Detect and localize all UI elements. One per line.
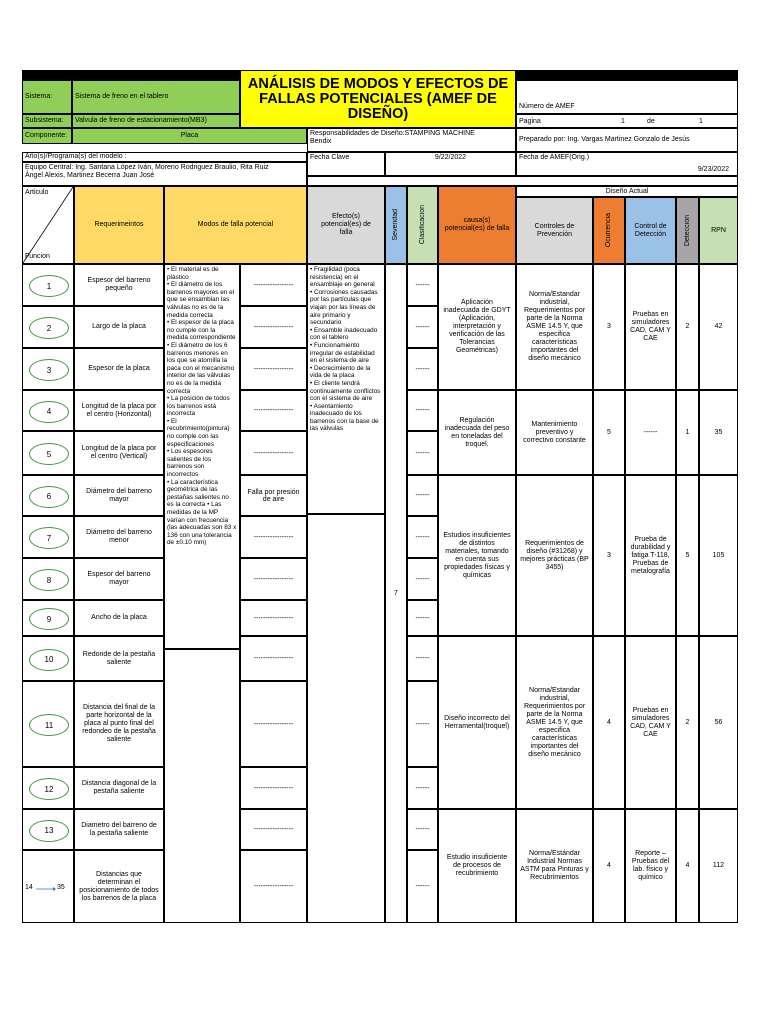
dash-text: ----------------- bbox=[253, 365, 294, 373]
requerimiento-cell: Longitud de la placa por el centro (Vertical) bbox=[74, 431, 164, 475]
requerimientos-header: Requerimeintos bbox=[74, 186, 164, 264]
function-number-circle: 6 bbox=[29, 486, 69, 508]
equipo-central bbox=[22, 162, 307, 186]
clasificacion-cell: ------ bbox=[407, 475, 438, 516]
pagina-row bbox=[516, 114, 738, 128]
control-deteccion-cell: Prueba de durabilidad y fatiga T-118, Pruebas de metalografía bbox=[625, 475, 676, 636]
funcion-cell bbox=[22, 306, 74, 348]
funcion-label: Funcion bbox=[25, 253, 50, 260]
funcion-cell bbox=[22, 850, 74, 923]
modo-item: • El material es de plástico bbox=[167, 266, 219, 281]
requerimiento-cell: Longitud de la placa por el centro (Horizontal) bbox=[74, 390, 164, 431]
efectos-empty bbox=[307, 514, 385, 923]
dash-text: ----------------- bbox=[253, 407, 294, 414]
deteccion-label: Detección bbox=[683, 214, 691, 247]
modos-list bbox=[164, 264, 240, 649]
severidad-value: 7 bbox=[385, 264, 407, 923]
dash-text: ----------------- bbox=[253, 655, 294, 662]
function-number-circle: 8 bbox=[29, 569, 69, 591]
funcion-number-end: 35 bbox=[57, 883, 65, 891]
function-number-circle: 11 bbox=[29, 714, 69, 736]
function-number-circle: 2 bbox=[29, 317, 69, 339]
title-line-2: FALLAS POTENCIALES (AMEF DE bbox=[259, 90, 497, 107]
fecha-amef bbox=[516, 152, 738, 176]
control-deteccion-cell: Pruebas en simuladores CAD, CAM Y CAE bbox=[625, 636, 676, 809]
diseno-actual-header: Diseño Actual bbox=[516, 186, 738, 197]
funcion-cell bbox=[22, 348, 74, 390]
efecto-item: • Corrosiones causadas por las partículas que viajan por las líneas de aire primario y secundario bbox=[310, 288, 378, 327]
pagina-de: de bbox=[647, 118, 655, 125]
dash-text: ----------------- bbox=[253, 575, 294, 583]
severidad-header bbox=[385, 186, 407, 264]
ocurrencia-header bbox=[593, 197, 625, 264]
requerimiento-cell: Espesor de la placa bbox=[74, 348, 164, 390]
articulo-funcion-header bbox=[22, 186, 74, 264]
rpn-header: RPN bbox=[699, 197, 738, 264]
clasificacion-cell: ------ bbox=[407, 681, 438, 767]
causa-cell: Aplicación inadecuada de GDYT (Aplicación, interpretación y verificación de las Tolerancias Geométricas) bbox=[438, 264, 516, 390]
dash-text: ----------------- bbox=[253, 883, 294, 890]
clasificacion-label: Clasificacion bbox=[418, 205, 426, 245]
sistema-value: Sistema de freno en el tablero bbox=[72, 80, 240, 114]
deteccion-header bbox=[676, 197, 699, 264]
componente-value: Placa bbox=[72, 128, 307, 144]
falla-dash-cell bbox=[240, 600, 307, 636]
deteccion-cell: 5 bbox=[676, 475, 699, 636]
ocurrencia-cell: 3 bbox=[593, 264, 625, 390]
efecto-item: • Ensamble inadecuado con el tablero bbox=[310, 326, 378, 342]
rpn-cell: 42 bbox=[699, 264, 738, 390]
efecto-item: • Decrecimiento de la vida de la placa bbox=[310, 364, 371, 380]
function-number-circle: 3 bbox=[29, 359, 69, 381]
falla-presion-text: Falla por presión de aire bbox=[247, 488, 300, 503]
responsabilidades-line-2: Bendix bbox=[310, 138, 332, 145]
falla-dash-cell bbox=[240, 516, 307, 558]
equipo-line-2: Ángel Alexis, Martinez Becerra Juan José bbox=[25, 172, 155, 179]
diagonal-line bbox=[23, 187, 73, 263]
funcion-cell bbox=[22, 264, 74, 306]
function-number-circle: 5 bbox=[29, 443, 69, 465]
title-line-1: ANÁLISIS DE MODOS Y EFECTOS DE bbox=[247, 75, 509, 92]
funcion-cell bbox=[22, 767, 74, 809]
dash-text: ----------------- bbox=[253, 449, 294, 457]
equipo-line-1: Equipo Central: Ing. Santana López Iván, Moreno Rodriguez Braulio, Rita Ruiz bbox=[25, 164, 269, 171]
falla-dash-cell bbox=[240, 264, 307, 306]
deteccion-cell: 2 bbox=[676, 636, 699, 809]
title-line-3: DISEÑO) bbox=[347, 105, 409, 122]
causas-header: causa(s) potencial(es) de falla bbox=[438, 186, 516, 264]
funcion-cell bbox=[22, 809, 74, 850]
modos-header: Modos de falla potencial bbox=[164, 186, 307, 264]
header-spacer bbox=[307, 176, 738, 186]
anio-programa: Año(s)/Programa(s) del modelo : bbox=[22, 152, 307, 162]
subsistema-value: Valvula de freno de estacionamiento(MB3) bbox=[72, 114, 240, 128]
ocurrencia-label: Ocurrencia bbox=[605, 213, 612, 248]
funcion-cell bbox=[22, 681, 74, 767]
clasificacion-cell: ------ bbox=[407, 264, 438, 306]
falla-dash-cell bbox=[240, 767, 307, 809]
dash-text: ----------------- bbox=[253, 533, 294, 541]
responsabilidades bbox=[307, 128, 516, 152]
amef-sheet bbox=[22, 70, 738, 923]
falla-dash-cell bbox=[240, 475, 307, 516]
falla-dash-cell bbox=[240, 809, 307, 850]
falla-dash-cell bbox=[240, 681, 307, 767]
responsabilidades-line-1: Responsabilidades de Diseño:STAMPING MACHINE bbox=[310, 130, 475, 137]
modo-item: • La posición de todos los barrenos está incorrecta bbox=[167, 395, 230, 418]
requerimiento-cell: Distancia diagonal de la pestaña saliente bbox=[74, 767, 164, 809]
falla-dash-cell bbox=[240, 431, 307, 475]
modo-item: • El diámetro de los 6 barrenos menores en los que se atornilla la paca con el mecanismo interior de las válvulas no es de la medida correcta bbox=[167, 341, 235, 395]
page-title bbox=[240, 70, 516, 128]
causa-cell: Diseño incorrecto del Herramental(troquel) bbox=[438, 636, 516, 809]
function-number-circle: 12 bbox=[29, 778, 69, 800]
requerimiento-cell: Diámetro del barreno menor bbox=[74, 516, 164, 558]
clasificacion-cell: ------ bbox=[407, 809, 438, 850]
rpn-cell: 105 bbox=[699, 475, 738, 636]
causa-cell: Estudio insuficiente de procesos de recubrimiento bbox=[438, 809, 516, 923]
deteccion-cell: 1 bbox=[676, 390, 699, 475]
modo-item: • El recubrimiento(pintura) no cumple con las especificaciones bbox=[167, 417, 230, 448]
requerimiento-cell: Redonde de la pestaña saliente bbox=[74, 636, 164, 681]
ocurrencia-cell: 4 bbox=[593, 636, 625, 809]
causa-cell: Regulación inadecuada del peso en toneladas del troquel. bbox=[438, 390, 516, 475]
funcion-cell bbox=[22, 516, 74, 558]
funcion-cell bbox=[22, 636, 74, 681]
prevencion-cell: Norma/Estandar industrial, Requerimientos por parte de la Norma ASME 14.5 Y, que especifica características importantes del diseño mecánico bbox=[516, 264, 593, 390]
falla-dash-cell bbox=[240, 390, 307, 431]
falla-dash-cell bbox=[240, 306, 307, 348]
clasificacion-cell: ------ bbox=[407, 516, 438, 558]
requerimiento-cell: Espesor del barreno pequeño bbox=[74, 264, 164, 306]
pagina-num: 1 bbox=[621, 118, 625, 125]
funcion-cell bbox=[22, 558, 74, 600]
prevencion-cell: Mantenimiento preventivo y correctivo constante bbox=[516, 390, 593, 475]
componente-label: Componente: bbox=[22, 128, 72, 144]
clasificacion-cell: ------ bbox=[407, 431, 438, 475]
ocurrencia-cell: 3 bbox=[593, 475, 625, 636]
falla-dash-cell bbox=[240, 558, 307, 600]
rpn-cell: 56 bbox=[699, 636, 738, 809]
requerimiento-cell: Ancho de la placa bbox=[74, 600, 164, 636]
clasificacion-cell: ------ bbox=[407, 348, 438, 390]
requerimiento-cell: Distancia del final de la parte horizontal de la placa al punto final del redondeo de la pestaña saliente bbox=[74, 681, 164, 767]
deteccion-cell: 2 bbox=[676, 264, 699, 390]
deteccion-cell: 4 bbox=[676, 809, 699, 923]
requerimiento-cell: Largo de la placa bbox=[74, 306, 164, 348]
modo-item: • Los espesores salientes de los barrenos son incorrectos bbox=[167, 448, 213, 479]
function-number-circle: 13 bbox=[29, 820, 69, 842]
articulo-label: Articulo bbox=[25, 189, 49, 196]
funcion-number: 14 bbox=[25, 883, 33, 891]
funcion-cell bbox=[22, 600, 74, 636]
dash-text: ----------------- bbox=[253, 720, 294, 728]
prevencion-cell: Norma/Estandar industrial, Requerimientos por parte de la Norma ASME 14.5 Y, que especifica características importantes del diseño mecánico bbox=[516, 636, 593, 809]
control-deteccion-cell: Reporte – Pruebas del lab. físico y químico bbox=[625, 809, 676, 923]
rpn-cell: 112 bbox=[699, 809, 738, 923]
function-number-circle: 4 bbox=[29, 401, 69, 423]
numero-amef: Número de AMEF bbox=[516, 80, 738, 114]
arrow-right-icon bbox=[36, 885, 56, 893]
falla-dash-cell bbox=[240, 850, 307, 923]
rpn-cell: 35 bbox=[699, 390, 738, 475]
clasificacion-header bbox=[407, 186, 438, 264]
clasificacion-cell: ------ bbox=[407, 390, 438, 431]
sistema-label: Sistema: bbox=[22, 80, 72, 114]
ocurrencia-cell: 5 bbox=[593, 390, 625, 475]
modo-item: • La característica geométrica de las pestañas salientes no es la correcta • Las medidas de la MP varían con frecuencia (las adecuadas son 83 x 136 con una tolerancia de ±0.10 mm) bbox=[167, 478, 237, 547]
fecha-amef-value: 9/23/2022 bbox=[697, 166, 729, 173]
funcion-cell bbox=[22, 390, 74, 431]
clasificacion-cell: ------ bbox=[407, 636, 438, 681]
fecha-clave-value: 9/22/2022 bbox=[385, 152, 516, 176]
clasificacion-cell: ------ bbox=[407, 558, 438, 600]
dash-text: ----------------- bbox=[253, 614, 294, 622]
function-number-circle: 1 bbox=[29, 275, 69, 297]
efecto-item: • Funcionamiento irregular de estabilidad en el sistema de aire bbox=[310, 341, 375, 365]
falla-dash-cell bbox=[240, 636, 307, 681]
clasificacion-cell: ------ bbox=[407, 850, 438, 923]
efectos-header: Efecto(s) potencial(es) de falla bbox=[307, 186, 385, 264]
clasificacion-cell: ------ bbox=[407, 767, 438, 809]
prevencion-header: Controles de Prevención bbox=[516, 197, 593, 264]
causa-cell: Estudios insuficientes de distintos materiales, tomando en cuenta sus propiedades físicas y químicas bbox=[438, 475, 516, 636]
dash-text: ----------------- bbox=[253, 323, 294, 331]
dash-text: ----------------- bbox=[253, 784, 294, 792]
modo-item: • El diámetro de los barrenos mayores en el que se ensamblan las válvulas no es de la medida correcta bbox=[167, 281, 235, 319]
function-number-circle: 7 bbox=[29, 527, 69, 549]
funcion-cell bbox=[22, 431, 74, 475]
falla-dash-cell bbox=[240, 348, 307, 390]
requerimiento-cell: Distancias que determinan el posicionamiento de todos los barrenos de la placa bbox=[74, 850, 164, 923]
control-deteccion-cell: ------ bbox=[625, 390, 676, 475]
function-number-circle: 9 bbox=[29, 608, 69, 630]
efecto-item: • Asentamiento inadecuado de los barrenos con la base de las válvulas bbox=[310, 402, 379, 433]
dash-text: ----------------- bbox=[253, 826, 294, 833]
efecto-item: • El cliente tendrá continuamente conflictos con el sistema de aire bbox=[310, 379, 381, 403]
preparado-por: Preparado por: Ing. Vargas Martinez Gonzalo de Jesús bbox=[516, 128, 738, 152]
fecha-amef-label: Fecha de AMEF(Orig.) bbox=[519, 154, 590, 161]
modo-item: • El espesor de la placa no cumple con la medida correspondiente bbox=[167, 319, 236, 342]
modos-list-empty bbox=[164, 649, 240, 923]
requerimiento-cell: Diametro del barreno de la pestaña saliente bbox=[74, 809, 164, 850]
requerimiento-cell: Diámetro del barreno mayor bbox=[74, 475, 164, 516]
subsistema-label: Subsistema: bbox=[22, 114, 72, 128]
prevencion-cell: Requerimientos de diseño (#31268) y mejores prácticas (BP 3455) bbox=[516, 475, 593, 636]
funcion-cell bbox=[22, 475, 74, 516]
efectos-list bbox=[307, 264, 385, 514]
clasificacion-cell: ------ bbox=[407, 306, 438, 348]
pagina-label: Pagina bbox=[519, 118, 541, 125]
control-deteccion-header: Control de Detección bbox=[625, 197, 676, 264]
requerimiento-cell: Espesor del barreno mayor bbox=[74, 558, 164, 600]
function-number-circle: 10 bbox=[29, 649, 69, 671]
ocurrencia-cell: 4 bbox=[593, 809, 625, 923]
fecha-clave-label: Fecha Clave bbox=[307, 152, 385, 176]
dash-text: ----------------- bbox=[253, 281, 294, 289]
clasificacion-cell: ------ bbox=[407, 600, 438, 636]
control-deteccion-cell: Pruebas en simuladores CAD, CAM Y CAE bbox=[625, 264, 676, 390]
pagina-total: 1 bbox=[699, 118, 703, 125]
efecto-item: • Fragilidad (poca resistencia) en el ensamblaje en general bbox=[310, 266, 375, 289]
prevencion-cell: Norma/Estándar Industrial Normas ASTM para Pinturas y Recubrimientos bbox=[516, 809, 593, 923]
severidad-label: Severidad bbox=[392, 209, 399, 241]
